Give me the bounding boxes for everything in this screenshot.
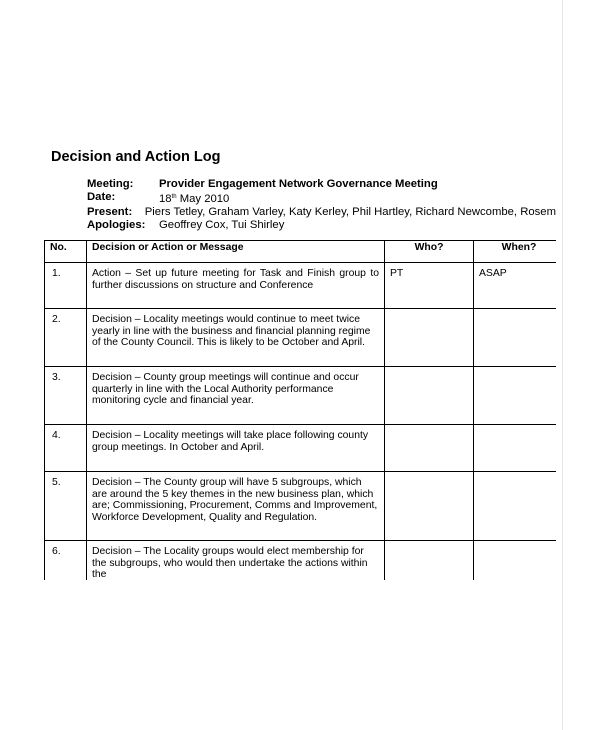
row-who	[385, 367, 474, 425]
row-who	[385, 472, 474, 541]
row-text: Decision – County group meetings will continue and occur quarterly in line with the Local Authority performance monitoring cycle and financial year.	[87, 367, 385, 425]
table-row	[45, 541, 557, 581]
meeting-details	[87, 178, 556, 232]
row-number: 3.	[45, 367, 87, 425]
header-decision: Decision or Action or Message	[87, 241, 385, 263]
row-number: 1.	[45, 263, 87, 309]
row-who: PT	[385, 263, 474, 309]
row-number: 5.	[45, 472, 87, 541]
row-when	[474, 367, 557, 425]
table-row	[45, 263, 557, 309]
table-row	[45, 309, 557, 367]
table-row	[45, 367, 557, 425]
document-title: Decision and Action Log	[51, 149, 221, 165]
row-number: 6.	[45, 541, 87, 581]
meeting-value: Provider Engagement Network Governance Meeting	[159, 178, 438, 190]
row-when	[474, 425, 557, 472]
row-text: Decision – Locality meetings would continue to meet twice yearly in line with the business and financial planning regime of the County Council. This is likely to be October and April.	[87, 309, 385, 367]
row-who	[385, 541, 474, 581]
apologies-label: Apologies:	[87, 219, 146, 231]
row-text: Decision – The Locality groups would elect membership for the subgroups, who would then undertake the actions within the	[87, 541, 385, 581]
present-value: Piers Tetley, Graham Varley, Katy Kerley, Phil Hartley, Richard Newcombe, Rosem	[144, 206, 556, 218]
date-value: 18th May 2010	[159, 193, 230, 205]
page-edge	[562, 0, 563, 730]
row-number: 4.	[45, 425, 87, 472]
row-text: Action – Set up future meeting for Task and Finish group to further discussions on structure and Conference	[87, 263, 385, 309]
present-label: Present:	[87, 206, 133, 218]
row-when	[474, 472, 557, 541]
header-no: No.	[45, 241, 87, 263]
row-who	[385, 309, 474, 367]
decision-log-table	[44, 240, 556, 580]
table-row	[45, 472, 557, 541]
row-text: Decision – The County group will have 5 subgroups, which are around the 5 key themes in the new business plan, which are; Commissioning, Procurement, Comms and Improvement, Workforce Development, Quality and Regulation.	[87, 472, 385, 541]
decision-log-table-wrap	[44, 240, 556, 580]
row-who	[385, 425, 474, 472]
header-who: Who?	[385, 241, 474, 263]
row-text: Decision – Locality meetings will take place following county group meetings. In October and April.	[87, 425, 385, 472]
table-row	[45, 425, 557, 472]
date-label: Date:	[87, 191, 116, 203]
header-when: When?	[474, 241, 557, 263]
apologies-value: Geoffrey Cox, Tui Shirley	[159, 219, 285, 231]
row-when: ASAP	[474, 263, 557, 309]
row-when	[474, 309, 557, 367]
row-when	[474, 541, 557, 581]
table-header-row	[45, 241, 557, 263]
meeting-label: Meeting:	[87, 178, 134, 190]
row-number: 2.	[45, 309, 87, 367]
